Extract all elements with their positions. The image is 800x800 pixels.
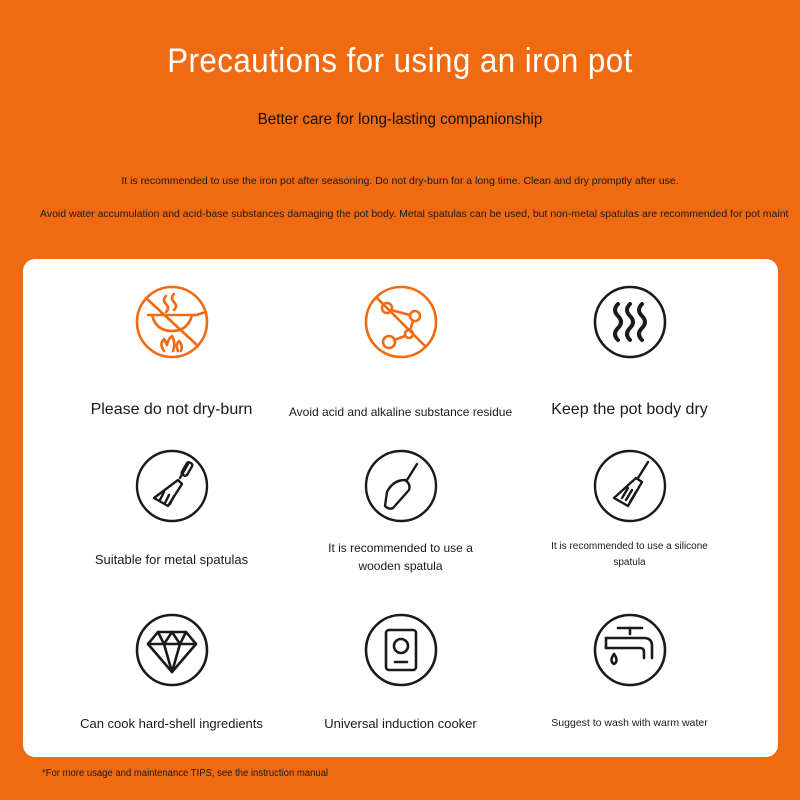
item-label: Universal induction cooker — [324, 716, 477, 731]
item-label — [275, 539, 526, 575]
footer-note: *For more usage and maintenance TIPS, see the instruction manual — [42, 768, 329, 779]
no-dry-burn-icon — [134, 284, 210, 360]
note-line-2: Avoid water accumulation and acid-base substances damaging the pot body. Metal spatulas can be used, but non-metal spatulas are recommended for pot maint — [40, 208, 789, 220]
note-line-1: It is recommended to use the iron pot after seasoning. Do not dry-burn for a long time. Clean and dry promptly after use. — [121, 175, 679, 187]
item-silicone-spatula — [504, 445, 755, 575]
item-label — [504, 539, 755, 571]
item-keep-dry — [504, 281, 755, 418]
wooden-spatula-icon — [363, 448, 439, 524]
item-no-dry-burn — [46, 281, 297, 418]
item-induction — [275, 609, 526, 739]
item-label: Avoid acid and alkaline substance residue — [288, 405, 513, 419]
diamond-icon — [134, 612, 210, 688]
item-label-text: It is recommended to use a wooden spatula — [328, 541, 473, 573]
item-wooden-spatula — [275, 445, 526, 575]
faucet-icon — [592, 612, 668, 688]
steam-icon — [592, 284, 668, 360]
item-label: Suitable for metal spatulas — [94, 552, 249, 567]
page-subtitle: Better care for long-lasting companionship — [257, 111, 543, 128]
item-label-text: It is recommended to use a silicone spatula — [551, 541, 708, 568]
item-no-acid-alkaline — [275, 281, 526, 419]
item-label: Suggest to wash with warm water — [551, 717, 708, 729]
item-label: Keep the pot body dry — [551, 401, 708, 418]
silicone-spatula-icon — [592, 448, 668, 524]
precautions-card — [23, 259, 778, 757]
item-label: Can cook hard-shell ingredients — [80, 716, 263, 731]
item-hard-shell — [46, 609, 297, 739]
induction-cooker-icon — [363, 612, 439, 688]
item-label: Please do not dry-burn — [90, 401, 253, 418]
item-metal-spatula — [46, 445, 297, 575]
no-acid-alkaline-icon — [363, 284, 439, 360]
item-warm-water — [504, 609, 755, 739]
metal-spatula-icon — [134, 448, 210, 524]
page-title: Precautions for using an iron pot — [167, 42, 633, 80]
